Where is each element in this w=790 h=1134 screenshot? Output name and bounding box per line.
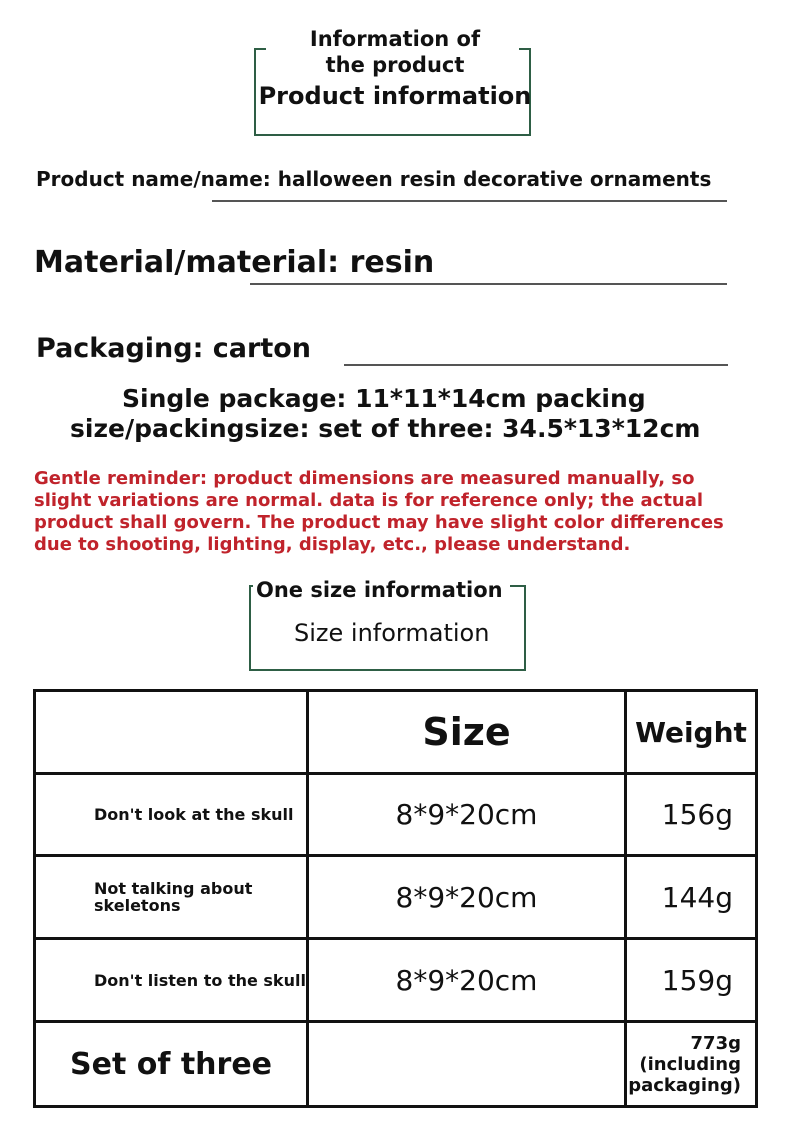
table-row (35, 939, 757, 1022)
set-name: Set of three (35, 1022, 308, 1107)
header-weight: Weight (626, 691, 757, 774)
table-row (35, 856, 757, 939)
product-info-header-line2: the product (325, 53, 465, 77)
package-size-line1: Single package: 11*11*14cm packing (122, 384, 646, 413)
product-info-header-line1: Information of (309, 27, 481, 51)
size-table (33, 689, 758, 1108)
product-name-underline (212, 200, 727, 202)
row-size: 8*9*20cm (308, 774, 626, 856)
header-size: Size (308, 691, 626, 774)
row-weight: 159g (626, 939, 757, 1022)
material-underline (250, 283, 727, 285)
packaging-underline (344, 364, 728, 366)
row-weight: 144g (626, 856, 757, 939)
set-weight: 773g (including packaging) (626, 1022, 757, 1107)
product-info-header-title: Product information (258, 82, 532, 110)
product-name-spec: Product name/name: halloween resin decorative ornaments (36, 167, 712, 191)
size-info-header-title: Size information (294, 619, 490, 647)
row-name: Don't listen to the skull (35, 939, 308, 1022)
packaging-spec: Packaging: carton (36, 333, 312, 364)
table-row-set (35, 1022, 757, 1107)
material-spec: Material/material: resin (34, 245, 435, 280)
package-size-line2: size/packingsize: set of three: 34.5*13*12cm (70, 414, 701, 443)
gentle-reminder: Gentle reminder: product dimensions are measured manually, so slight variations are normal. data is for reference only; the actual product shall govern. The product may have slight color differences due to shooting, lighting, display, etc., please understand. (34, 468, 724, 555)
row-weight: 156g (626, 774, 757, 856)
row-name: Not talking about skeletons (35, 856, 308, 939)
header-empty-cell (35, 691, 308, 774)
set-size (308, 1022, 626, 1107)
table-row (35, 774, 757, 856)
row-name: Don't look at the skull (35, 774, 308, 856)
row-size: 8*9*20cm (308, 856, 626, 939)
row-size: 8*9*20cm (308, 939, 626, 1022)
table-header-row (35, 691, 757, 774)
size-info-header-line1: One size information (256, 578, 503, 602)
